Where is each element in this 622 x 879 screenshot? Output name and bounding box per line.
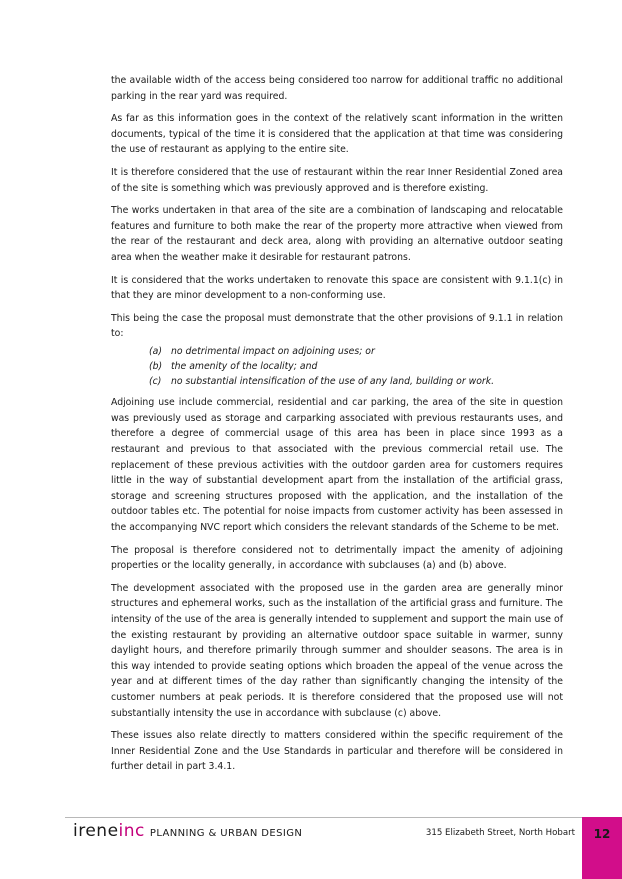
paragraph: These issues also relate directly to matters considered within the specific requirement of the Inner Residential Zone and the Use Standards in particular and therefore will be considered in further detail in part 3.4.1. — [111, 730, 563, 773]
document-body — [111, 73, 563, 782]
footer-divider — [65, 817, 585, 818]
subclause-marker: (c) — [149, 375, 162, 387]
page-number-badge — [582, 817, 622, 879]
footer-branding — [73, 821, 302, 841]
paragraph: This being the case the proposal must demonstrate that the other provisions of 9.1.1 in relation to: — [111, 312, 563, 340]
logo-main-text: irene — [73, 821, 119, 841]
subclause-list — [111, 345, 563, 389]
paragraph: The works undertaken in that area of the site are a combination of landscaping and relocatable features and furniture to both make the rear of the property more attractive when viewed from the rear of the restaurant and deck area, along with providing an alternative outdoor seating area when the weather make it desirable for restaurant patrons. — [111, 205, 563, 263]
company-logo — [73, 821, 145, 841]
subclause-marker: (b) — [149, 360, 163, 372]
paragraph: It is considered that the works undertaken to renovate this space are consistent with 9.1.1(c) in that they are minor development to a non-conforming use. — [111, 274, 563, 302]
paragraph: As far as this information goes in the context of the relatively scant information in the written documents, typical of the time it is considered that the application at that time was considering the use of restaurant as applying to the entire site. — [111, 113, 563, 156]
footer-address: 315 Elizabeth Street, North Hobart — [425, 828, 575, 838]
subclause-item — [149, 375, 563, 390]
paragraph: The development associated with the proposed use in the garden area are generally minor structures and ephemeral works, such as the installation of the artificial grass and furniture. The intensity of the use of the area is generally intended to supplement and support the main use of the existing restaurant by providing an alternative outdoor space suitable in warmer, sunny daylight hours, and therefore primarily through summer and shoulder seasons. The area is in this way intended to provide seating options which broaden the appeal of the venue across the year and at different times of the day rather than significantly changing the intensity of the customer numbers at peak periods. It is therefore considered that the proposed use will not substantially intensity the use in accordance with subclause (c) above. — [111, 582, 563, 719]
paragraph: It is therefore considered that the use of restaurant within the rear Inner Residential Zoned area of the site is something which was previously approved and is therefore existing. — [111, 166, 563, 194]
logo-accent-text: inc — [118, 821, 145, 841]
paragraph: Adjoining use include commercial, residential and car parking, the area of the site in question was previously used as storage and carparking associated with previous restaurants uses, and therefore a degree of commercial usage of this area has been in place since 1993 as a restaurant and previous to that associated with the previous commercial retail use. The replacement of these previous activities with the outdoor garden area for customers requires little in the way of substantial development apart from the installation of the artificial grass, storage and screening structures proposed with the application, and the installation of the outdoor tables etc. The potential for noise impacts from customer activity has been assessed in the accompanying NVC report which considers the relevant standards of the Scheme to be met. — [111, 397, 563, 534]
paragraph: the available width of the access being considered too narrow for additional traffic no additional parking in the rear yard was required. — [111, 75, 563, 102]
subclause-item — [149, 360, 563, 375]
subclause-text: no detrimental impact on adjoining uses; or — [171, 345, 375, 357]
subclause-item — [149, 345, 563, 360]
subclause-text: no substantial intensification of the use of any land, building or work. — [171, 375, 495, 387]
paragraph: The proposal is therefore considered not to detrimentally impact the amenity of adjoining properties or the locality generally, in accordance with subclauses (a) and (b) above. — [111, 544, 563, 572]
company-tagline: PLANNING & URBAN DESIGN — [149, 828, 303, 839]
page-number: 12 — [593, 827, 611, 841]
subclause-marker: (a) — [149, 345, 162, 357]
subclause-text: the amenity of the locality; and — [171, 360, 318, 372]
